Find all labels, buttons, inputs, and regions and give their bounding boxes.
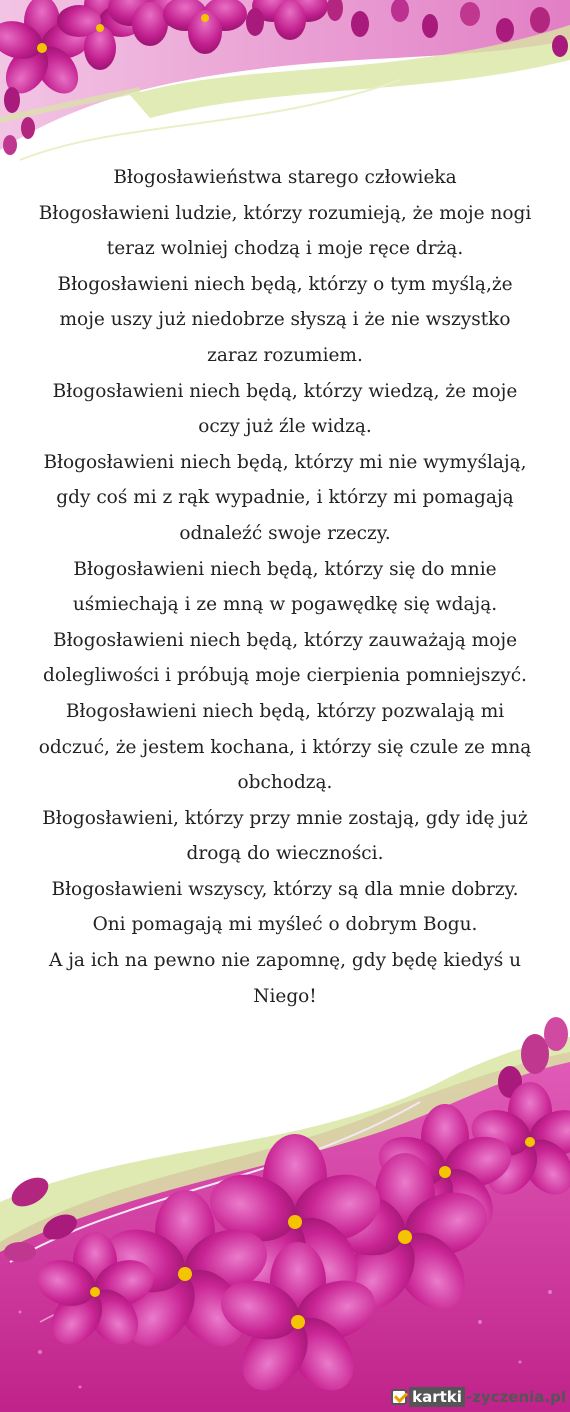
poem-line: Błogosławieni niech będą, którzy mi nie wymyślają, xyxy=(43,451,527,473)
poem-line: uśmiechają i ze mną w pogawędkę się wdają. xyxy=(72,594,498,616)
poem-line: Oni pomagają mi myśleć o dobrym Bogu. xyxy=(92,914,478,936)
poem-line: odczuć, że jestem kochana, i którzy się czule ze mną xyxy=(38,736,532,758)
poem-line: Błogosławieni ludzie, którzy rozumieją, że moje nogi xyxy=(38,202,532,224)
poem-line: Błogosławieni niech będą, którzy pozwalają mi xyxy=(65,700,505,722)
poem-text xyxy=(18,160,552,1014)
poem-line: zaraz rozumiem. xyxy=(207,344,363,366)
poem-line: Niego! xyxy=(253,985,317,1007)
watermark[interactable] xyxy=(391,1386,566,1408)
watermark-brand: kartki xyxy=(409,1387,465,1407)
poem-line: Błogosławieni niech będą, którzy wiedzą, że moje xyxy=(52,380,518,402)
poem-line: Błogosławieni wszyscy, którzy są dla mnie dobrzy. xyxy=(51,878,519,900)
poem-line: A ja ich na pewno nie zapomnę, gdy będę kiedyś u xyxy=(48,950,522,972)
poem-line: obchodzą. xyxy=(237,772,333,794)
watermark-domain: -zyczenia.pl xyxy=(465,1388,566,1406)
bottom-flower-decoration xyxy=(0,992,570,1412)
poem-line: moje uszy już niedobrze słyszą i że nie wszystko xyxy=(59,309,511,331)
poem-line: Błogosławieni niech będą, którzy o tym myślą,że xyxy=(57,273,513,295)
poem-line: Błogosławieni niech będą, którzy zauważają moje xyxy=(52,629,518,651)
checkbox-icon xyxy=(391,1389,407,1405)
poem-line: Błogosławieni niech będą, którzy się do mnie xyxy=(73,558,497,580)
poem-line: odnaleźć swoje rzeczy. xyxy=(179,522,391,544)
poem-line: teraz wolniej chodzą i moje ręce drżą. xyxy=(106,238,464,260)
poem-line: dolegliwości i próbują moje cierpienia pomniejszyć. xyxy=(43,665,527,687)
poem-line: oczy już źle widzą. xyxy=(198,416,372,438)
poem-line: gdy coś mi z rąk wypadnie, i którzy mi pomagają xyxy=(56,487,514,509)
poem-title: Błogosławieństwa starego człowieka xyxy=(113,167,457,188)
poem-line: Błogosławieni, którzy przy mnie zostają, gdy idę już xyxy=(42,807,528,829)
poem-line: drogą do wieczności. xyxy=(186,843,384,865)
